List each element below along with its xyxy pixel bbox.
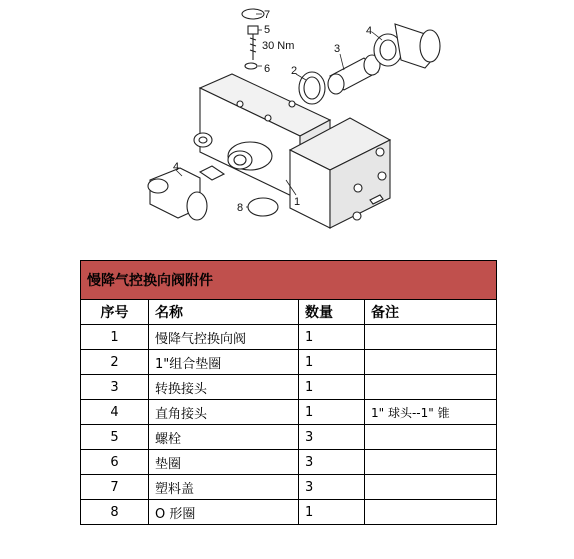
callout-4-left: 4 [173, 161, 180, 173]
row-remark [365, 375, 497, 400]
row-no: 8 [81, 500, 149, 525]
torque-label: 30 Nm [262, 40, 295, 52]
table-row [81, 500, 497, 525]
header-no: 序号 [81, 300, 149, 325]
row-remark [365, 475, 497, 500]
row-name: 塑料盖 [149, 475, 299, 500]
row-name: 直角接头 [149, 400, 299, 425]
callout-5: 5 [264, 24, 271, 36]
row-no: 4 [81, 400, 149, 425]
row-remark [365, 325, 497, 350]
row-no: 7 [81, 475, 149, 500]
row-remark [365, 500, 497, 525]
o-ring-drawing [248, 198, 278, 216]
callout-1: 1 [294, 196, 301, 208]
row-name: 垫圈 [149, 450, 299, 475]
table-row [81, 350, 497, 375]
row-name: 螺栓 [149, 425, 299, 450]
row-qty: 3 [299, 425, 365, 450]
header-remark: 备注 [365, 300, 497, 325]
row-no: 5 [81, 425, 149, 450]
row-qty: 1 [299, 400, 365, 425]
table-row [81, 325, 497, 350]
elbow-fitting-left-drawing [148, 166, 224, 220]
cap-bolt-washer-drawing [242, 9, 264, 69]
table-title: 慢降气控换向阀附件 [81, 261, 497, 300]
table-row [81, 400, 497, 425]
row-remark [365, 350, 497, 375]
callout-3: 3 [334, 43, 341, 55]
table-row [81, 475, 497, 500]
row-remark [365, 425, 497, 450]
table-row [81, 375, 497, 400]
row-qty: 3 [299, 475, 365, 500]
row-qty: 1 [299, 325, 365, 350]
callout-8: 8 [237, 202, 244, 214]
combo-washer-drawing [299, 72, 325, 104]
row-name: 慢降气控换向阀 [149, 325, 299, 350]
callout-4-top: 4 [366, 25, 373, 37]
row-no: 2 [81, 350, 149, 375]
row-name: 转换接头 [149, 375, 299, 400]
row-remark [365, 450, 497, 475]
row-no: 6 [81, 450, 149, 475]
parts-table [80, 260, 497, 525]
table-row [81, 450, 497, 475]
header-name: 名称 [149, 300, 299, 325]
header-qty: 数量 [299, 300, 365, 325]
row-remark: 1" 球头--1" 锥 [365, 400, 497, 425]
row-name: O 形圈 [149, 500, 299, 525]
row-qty: 3 [299, 450, 365, 475]
callout-7: 7 [264, 9, 271, 21]
callout-6: 6 [264, 63, 271, 75]
adapter-fitting-drawing [328, 55, 380, 94]
row-qty: 1 [299, 375, 365, 400]
row-qty: 1 [299, 350, 365, 375]
callout-2: 2 [291, 65, 298, 77]
valve-exploded-drawing [0, 0, 574, 250]
table-row [81, 425, 497, 450]
row-no: 1 [81, 325, 149, 350]
row-qty: 1 [299, 500, 365, 525]
row-no: 3 [81, 375, 149, 400]
elbow-fitting-right-drawing [374, 24, 440, 68]
row-name: 1"组合垫圈 [149, 350, 299, 375]
